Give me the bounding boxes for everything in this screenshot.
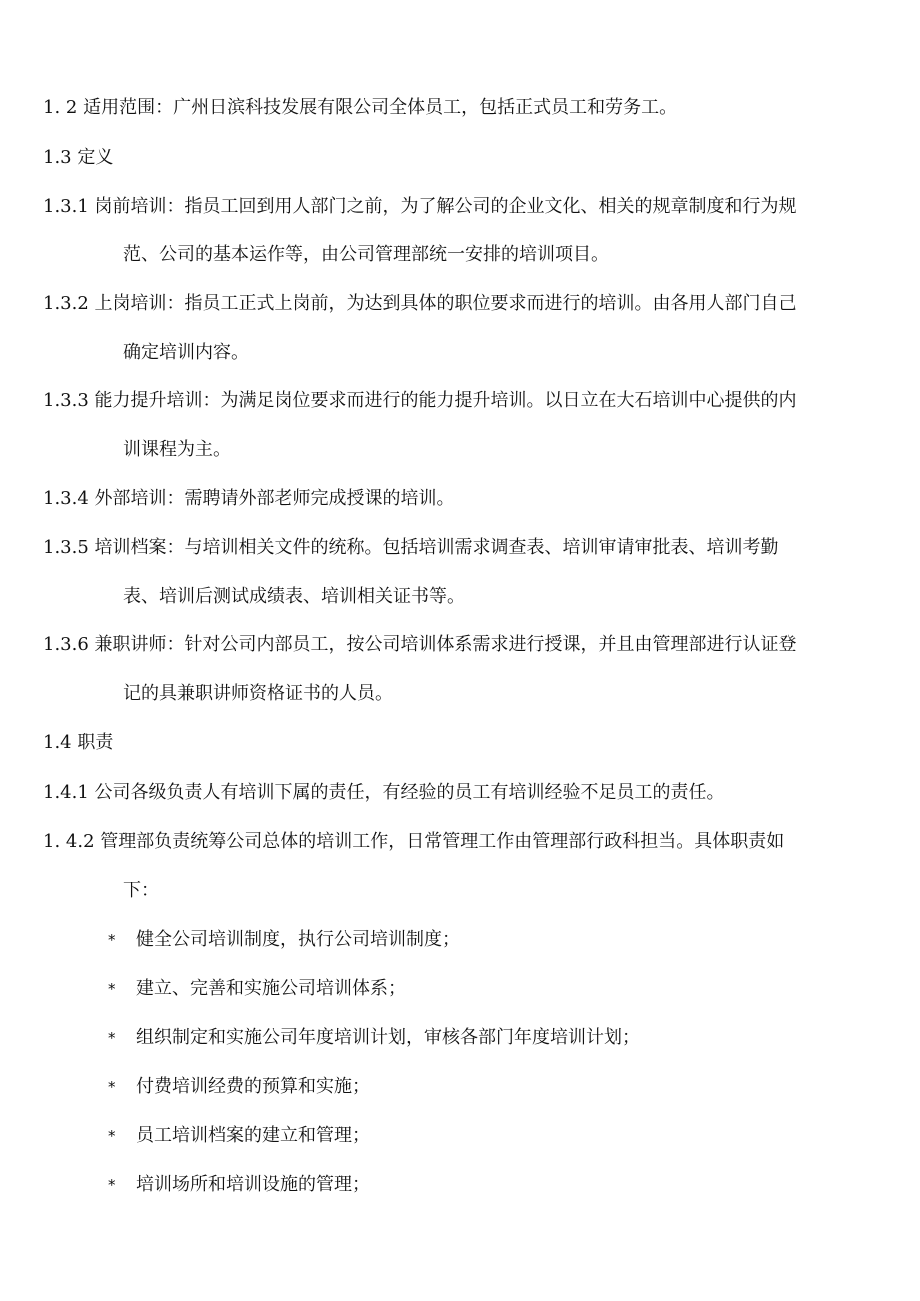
section-1-2-scope: 1. 2 适用范围：广州日滨科技发展有限公司全体员工，包括正式员工和劳务工。 xyxy=(43,97,678,118)
section-1-4-2-line1: 1. 4.2 管理部负责统筹公司总体的培训工作，日常管理工作由管理部行政科担当。具体职责如 xyxy=(43,831,785,852)
duty-text: 培训场所和培训设施的管理； xyxy=(136,1174,370,1195)
section-1-3-heading: 1.3 定义 xyxy=(43,147,114,168)
section-1-4-heading: 1.4 职责 xyxy=(43,732,114,753)
duty-list-item xyxy=(108,1124,370,1148)
section-1-3-4: 1.3.4 外部培训：需聘请外部老师完成授课的培训。 xyxy=(43,488,455,509)
duty-list-item xyxy=(108,1075,370,1099)
duty-text: 付费培训经费的预算和实施； xyxy=(136,1076,370,1097)
section-1-4-2-line2: 下： xyxy=(123,880,159,901)
bullet-marker: * xyxy=(108,931,116,949)
bullet-marker: * xyxy=(108,1078,116,1096)
section-1-3-5-line2: 表、培训后测试成绩表、培训相关证书等。 xyxy=(123,586,465,607)
duty-text: 健全公司培训制度，执行公司培训制度； xyxy=(136,929,460,950)
section-1-3-3-line1: 1.3.3 能力提升培训：为满足岗位要求而进行的能力提升培训。以日立在大石培训中心提供的内 xyxy=(43,390,797,411)
duty-text: 员工培训档案的建立和管理； xyxy=(136,1125,370,1146)
bullet-marker: * xyxy=(108,980,116,998)
section-1-3-2-line1: 1.3.2 上岗培训：指员工正式上岗前，为达到具体的职位要求而进行的培训。由各用人部门自己 xyxy=(43,293,797,314)
duty-list-item xyxy=(108,1026,640,1050)
duty-list-item xyxy=(108,928,460,952)
section-1-3-6-line2: 记的具兼职讲师资格证书的人员。 xyxy=(123,683,393,704)
section-1-3-1-line1: 1.3.1 岗前培训：指员工回到用人部门之前，为了解公司的企业文化、相关的规章制度和行为规 xyxy=(43,196,797,217)
bullet-marker: * xyxy=(108,1029,116,1047)
duty-text: 组织制定和实施公司年度培训计划，审核各部门年度培训计划； xyxy=(136,1027,640,1048)
bullet-marker: * xyxy=(108,1176,116,1194)
section-1-3-1-line2: 范、公司的基本运作等，由公司管理部统一安排的培训项目。 xyxy=(123,244,609,265)
section-1-3-6-line1: 1.3.6 兼职讲师：针对公司内部员工，按公司培训体系需求进行授课，并且由管理部进行认证登 xyxy=(43,634,797,655)
duty-list-item xyxy=(108,977,406,1001)
duty-list-item xyxy=(108,1173,370,1197)
section-1-3-3-line2: 训课程为主。 xyxy=(123,439,231,460)
section-1-4-1: 1.4.1 公司各级负责人有培训下属的责任，有经验的员工有培训经验不足员工的责任。 xyxy=(43,782,725,803)
bullet-marker: * xyxy=(108,1127,116,1145)
duty-text: 建立、完善和实施公司培训体系； xyxy=(136,978,406,999)
section-1-3-5-line1: 1.3.5 培训档案：与培训相关文件的统称。包括培训需求调查表、培训审请审批表、培训考勤 xyxy=(43,537,779,558)
section-1-3-2-line2: 确定培训内容。 xyxy=(123,342,249,363)
